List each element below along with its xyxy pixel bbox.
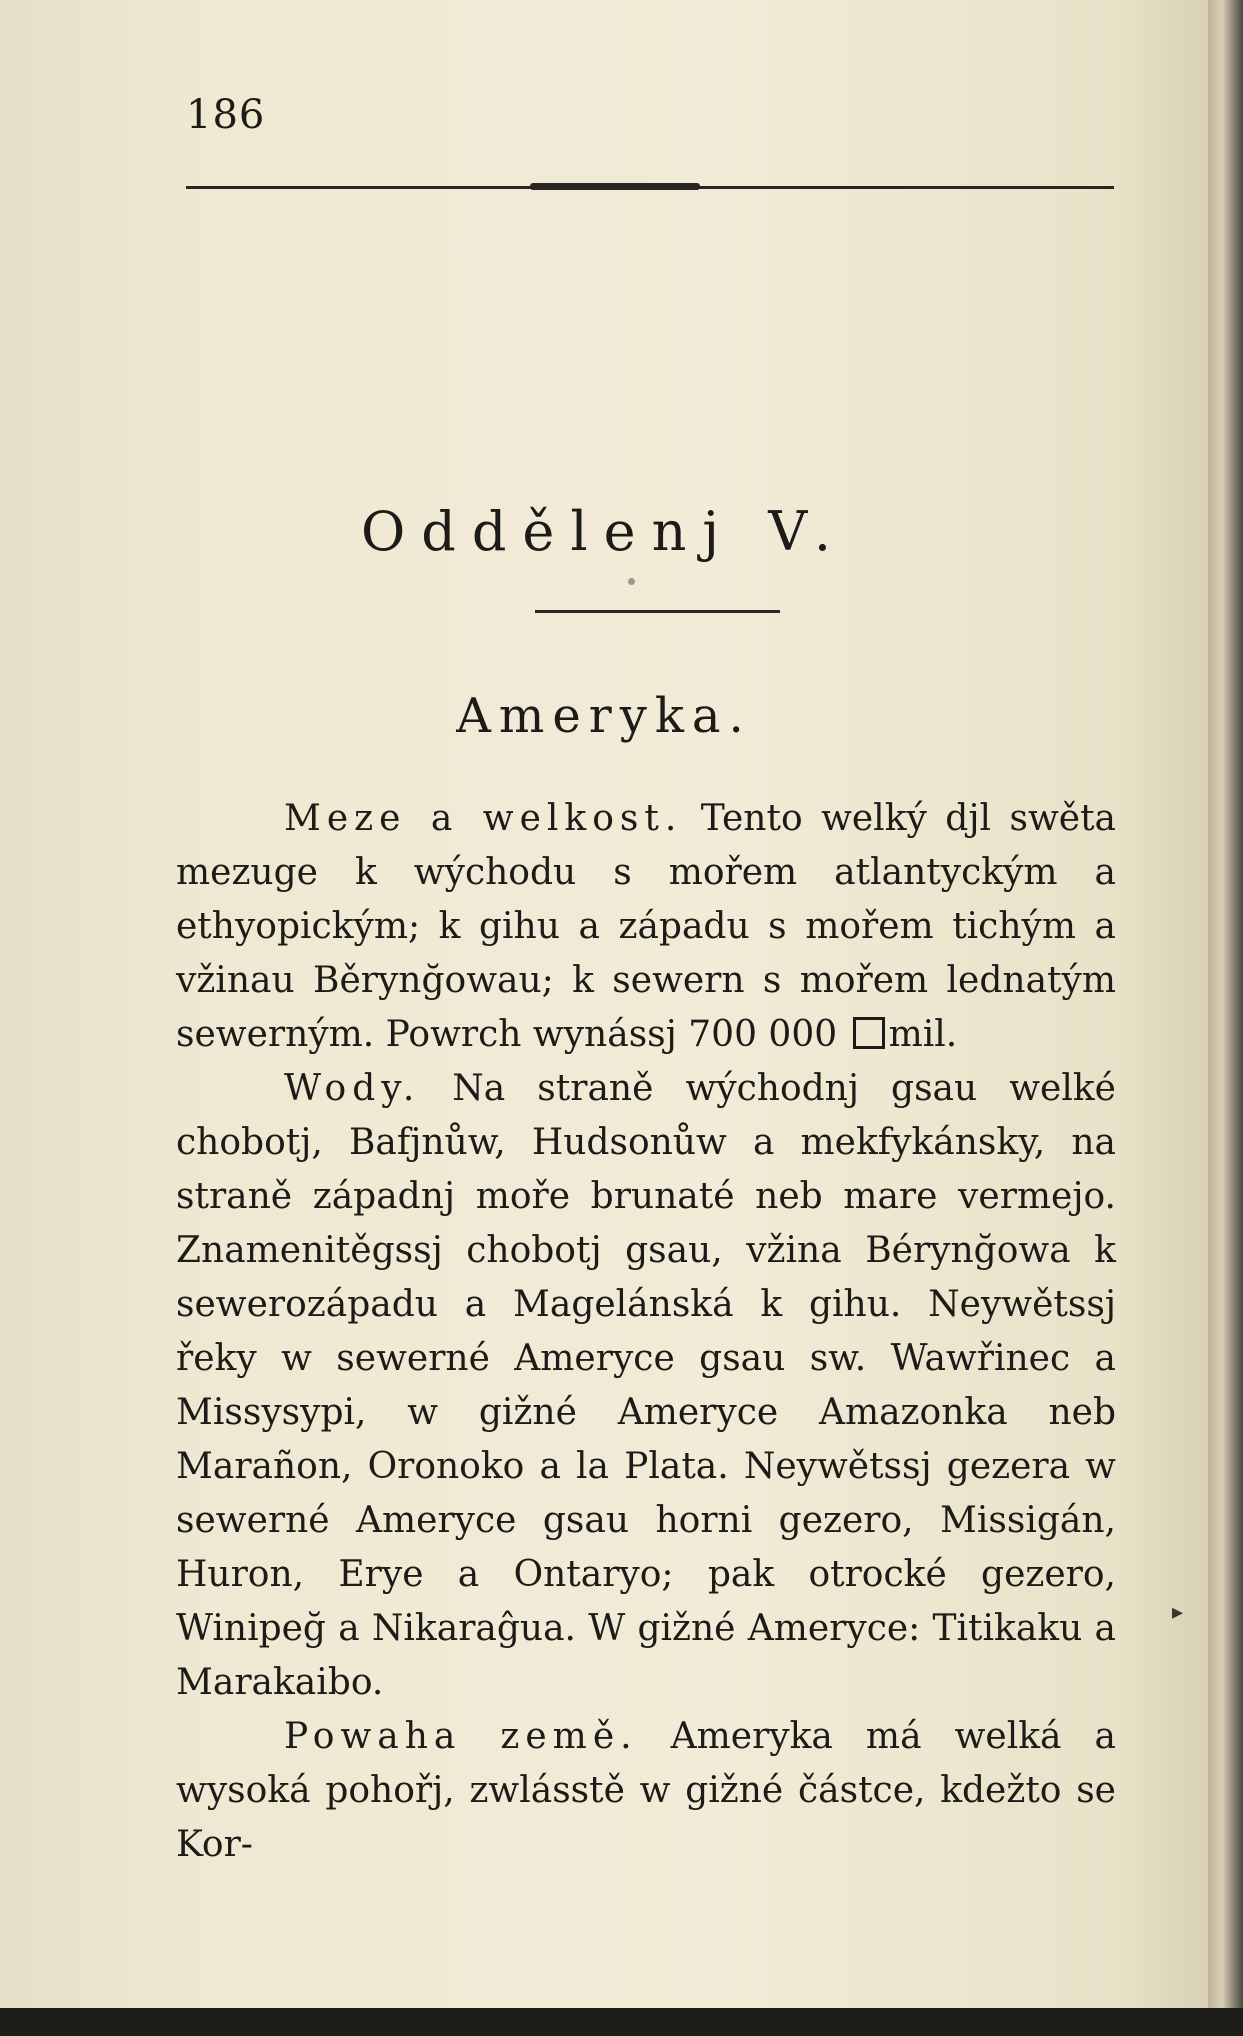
page-edge [1208, 0, 1243, 2036]
paragraph-text: Ameryka má welká a wysoká pohořj, zwlásstě w gižné částce, kdežto se Kor- [176, 1716, 1117, 1865]
header-rule-ornament [530, 183, 700, 190]
page-number: 186 [186, 92, 266, 138]
paragraph-heading: Powaha země. [284, 1716, 638, 1757]
paragraph-borders-size [176, 792, 1116, 1062]
paragraph-heading: Meze a welkost. [284, 798, 683, 839]
paragraph-text: Na straně wýchodnj gsau welké chobotj, Bafjnůw, Hudsonůw a mekfykánsky, na straně západnj moře brunaté neb mare vermejo. Znamenitěgssj chobotj gsau, vžina Bérynğowa k sewerozápadu a Magelánská k gihu. Neywětssj řeky w sewerné Ameryce gsau sw. Wawřinec a Missysypi, w gižné Ameryce Amazonka neb Marañon, Oronoko a la Plata. Neywětssj gezera w sewerné Ameryce gsau horni gezero, Missigán, Huron, Erye a Ontaryo; pak otrocké gezero, Winipeğ a Nikaraĝua. W gižné Ameryce: Titikaku a Marakaibo. [176, 1068, 1116, 1703]
paragraph-heading: Wody. [284, 1068, 421, 1109]
chapter-title: Ameryka. [456, 688, 752, 744]
section-title: Oddělenj V. [361, 500, 847, 563]
scan-border [0, 2008, 1243, 2036]
paragraph-terrain [176, 1710, 1116, 1872]
paragraph-waters [176, 1062, 1116, 1710]
margin-mark: ▸ [1172, 1600, 1184, 1625]
paragraph-text: Tento welký djl swěta mezuge k wýchodu s mořem atlantyckým a ethyopickým; k gihu a západu s mořem tichým a vžinau Běrynğowau; k sewern s mořem lednatým sewerným. Powrch wynássj 700 000 [176, 798, 1116, 1055]
body-text [176, 792, 1116, 1872]
title-rule [535, 610, 780, 613]
area-unit: mil. [888, 1014, 958, 1055]
ornament-dot [628, 578, 635, 585]
square-mile-symbol [853, 1017, 885, 1049]
